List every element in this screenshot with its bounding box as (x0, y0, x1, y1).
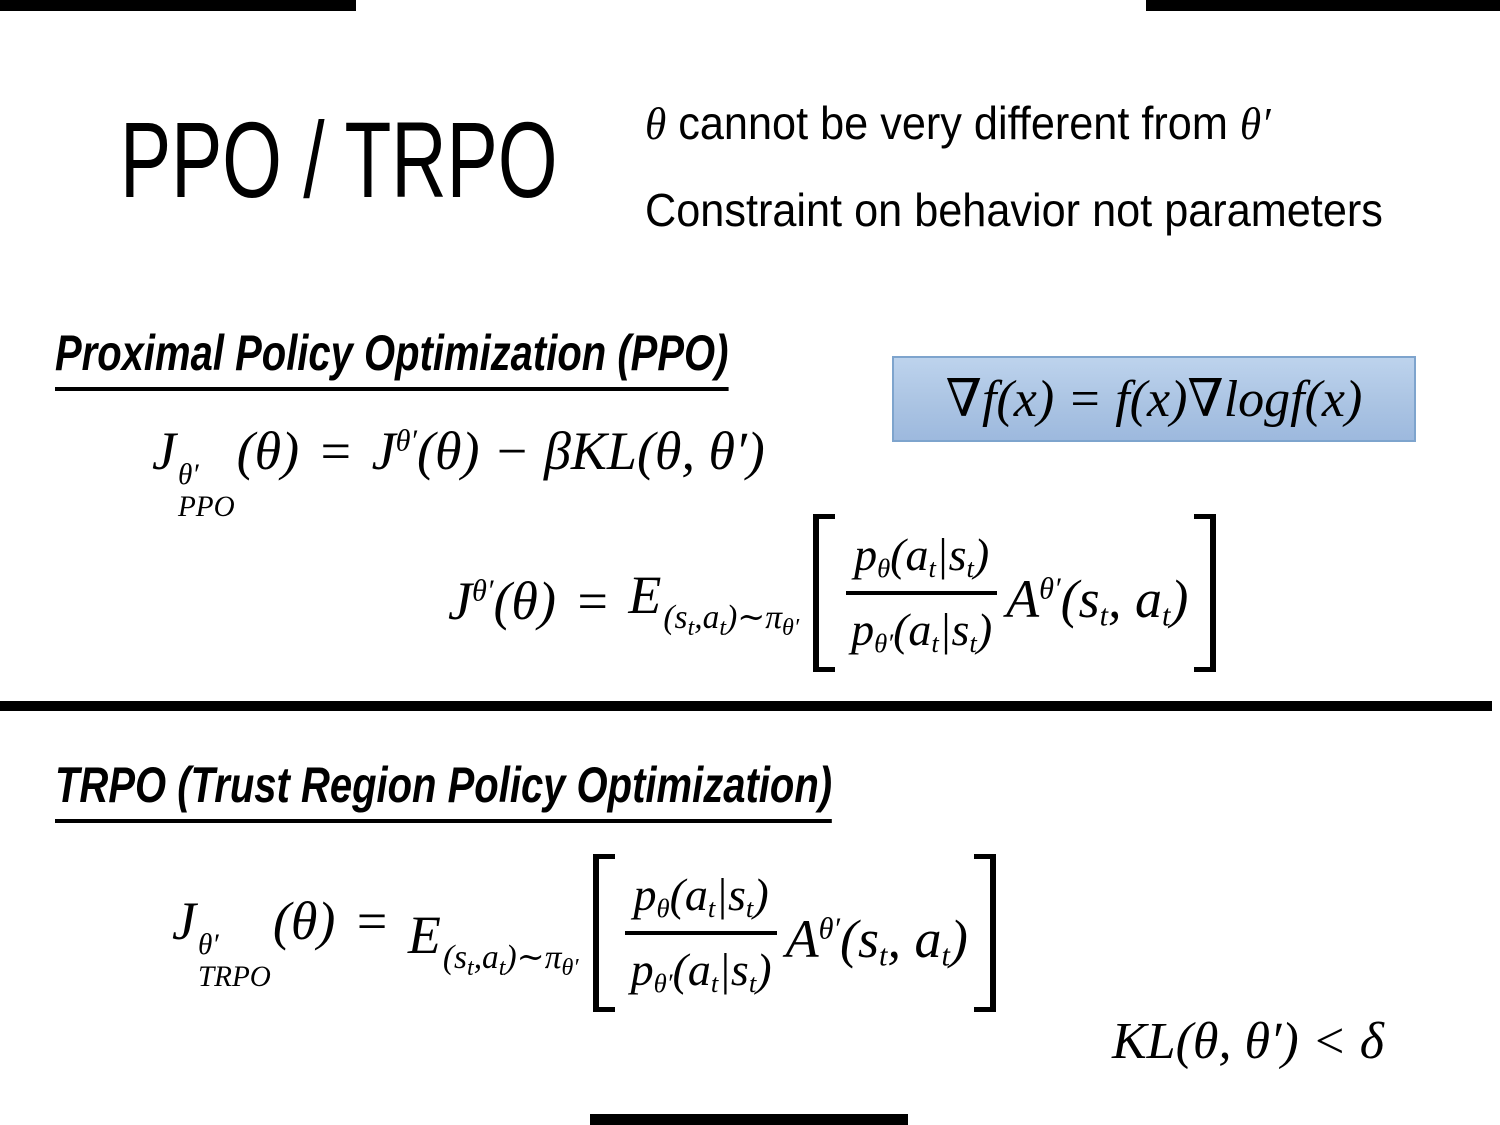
right-bracket (974, 854, 996, 1012)
probability-ratio-fraction (623, 868, 780, 999)
equals-sign: = (573, 571, 611, 631)
expectation-subscript: (st,at)∼πθ′ (442, 938, 579, 982)
trpo-lhs: J θ′ TRPO (θ) = (172, 890, 390, 994)
surrogate-lhs: $J^{\theta'}(\theta)$ = (448, 571, 611, 631)
ppo-section-heading: Proximal Policy Optimization (PPO) (55, 328, 728, 391)
fraction-numerator: pθ(at|st) (625, 868, 776, 935)
trpo-section-heading: TRPO (Trust Region Policy Optimization) (55, 760, 832, 823)
top-left-edge-bar (0, 0, 356, 11)
ppo-obj-J1-scripts: θ′ PPO (177, 459, 235, 524)
ppo-obj-arg2: (θ) (417, 421, 480, 481)
surrogate-advantage-term: $A^{\theta'}(st$, at) (1006, 569, 1189, 633)
left-bracket (813, 514, 835, 672)
fraction-numerator: pθ(at|st) (846, 528, 997, 595)
top-right-edge-bar (1146, 0, 1500, 11)
ppo-obj-arg1: (θ) (236, 421, 300, 481)
highlight-formula-box (892, 356, 1416, 442)
equals-sign: = (317, 421, 354, 481)
trpo-objective-formula (172, 854, 996, 1012)
kl-constraint-formula: KL(θ, θ′) < δ (1112, 1013, 1384, 1070)
theta-symbol: θ (645, 98, 667, 149)
ppo-obj-J2: J (371, 421, 396, 481)
surrogate-expectation: $E_{(s_t,a_t)\sim\pi_{\theta'}}$ (628, 564, 800, 642)
equals-sign: = (353, 890, 390, 951)
left-bracket (593, 854, 615, 1012)
theta-prime-symbol: θ′ (1239, 98, 1271, 149)
note-line-1-text: cannot be very different from (666, 97, 1240, 149)
trpo-J-scripts: θ′ TRPO (197, 928, 271, 994)
fraction-denominator: pθ′(at|st) (851, 603, 993, 658)
ppo-obj-J2-sup: θ′ (395, 423, 418, 458)
notes-block (645, 96, 1485, 238)
slide-title: PPO / TRPO (120, 99, 558, 220)
probability-ratio-fraction (843, 528, 1000, 659)
trpo-advantage-term: $A^{\theta'}(st$, at) (785, 909, 968, 973)
section-divider (0, 701, 1492, 711)
minus-sign: − (493, 421, 530, 481)
right-bracket (1194, 514, 1216, 672)
note-line-2: Constraint on behavior not parameters (645, 184, 1383, 237)
expectation-subscript: (st,at)∼πθ′ (663, 598, 800, 642)
gradient-log-identity: ∇f(x) = f(x)∇logf(x) (945, 371, 1363, 428)
trpo-expectation: $E_{(s_t,a_t)\sim\pi_{\theta'}}$ (407, 904, 579, 982)
note-line-1 (645, 96, 1435, 151)
ppo-obj-J1: J (152, 421, 176, 481)
ppo-obj-kl-penalty: βKL(θ, θ′) (544, 421, 765, 481)
surrogate-objective-formula (448, 514, 1216, 672)
ppo-objective-formula (152, 420, 765, 522)
bottom-center-edge-bar (590, 1114, 908, 1125)
fraction-denominator: pθ′(at|st) (630, 943, 772, 998)
